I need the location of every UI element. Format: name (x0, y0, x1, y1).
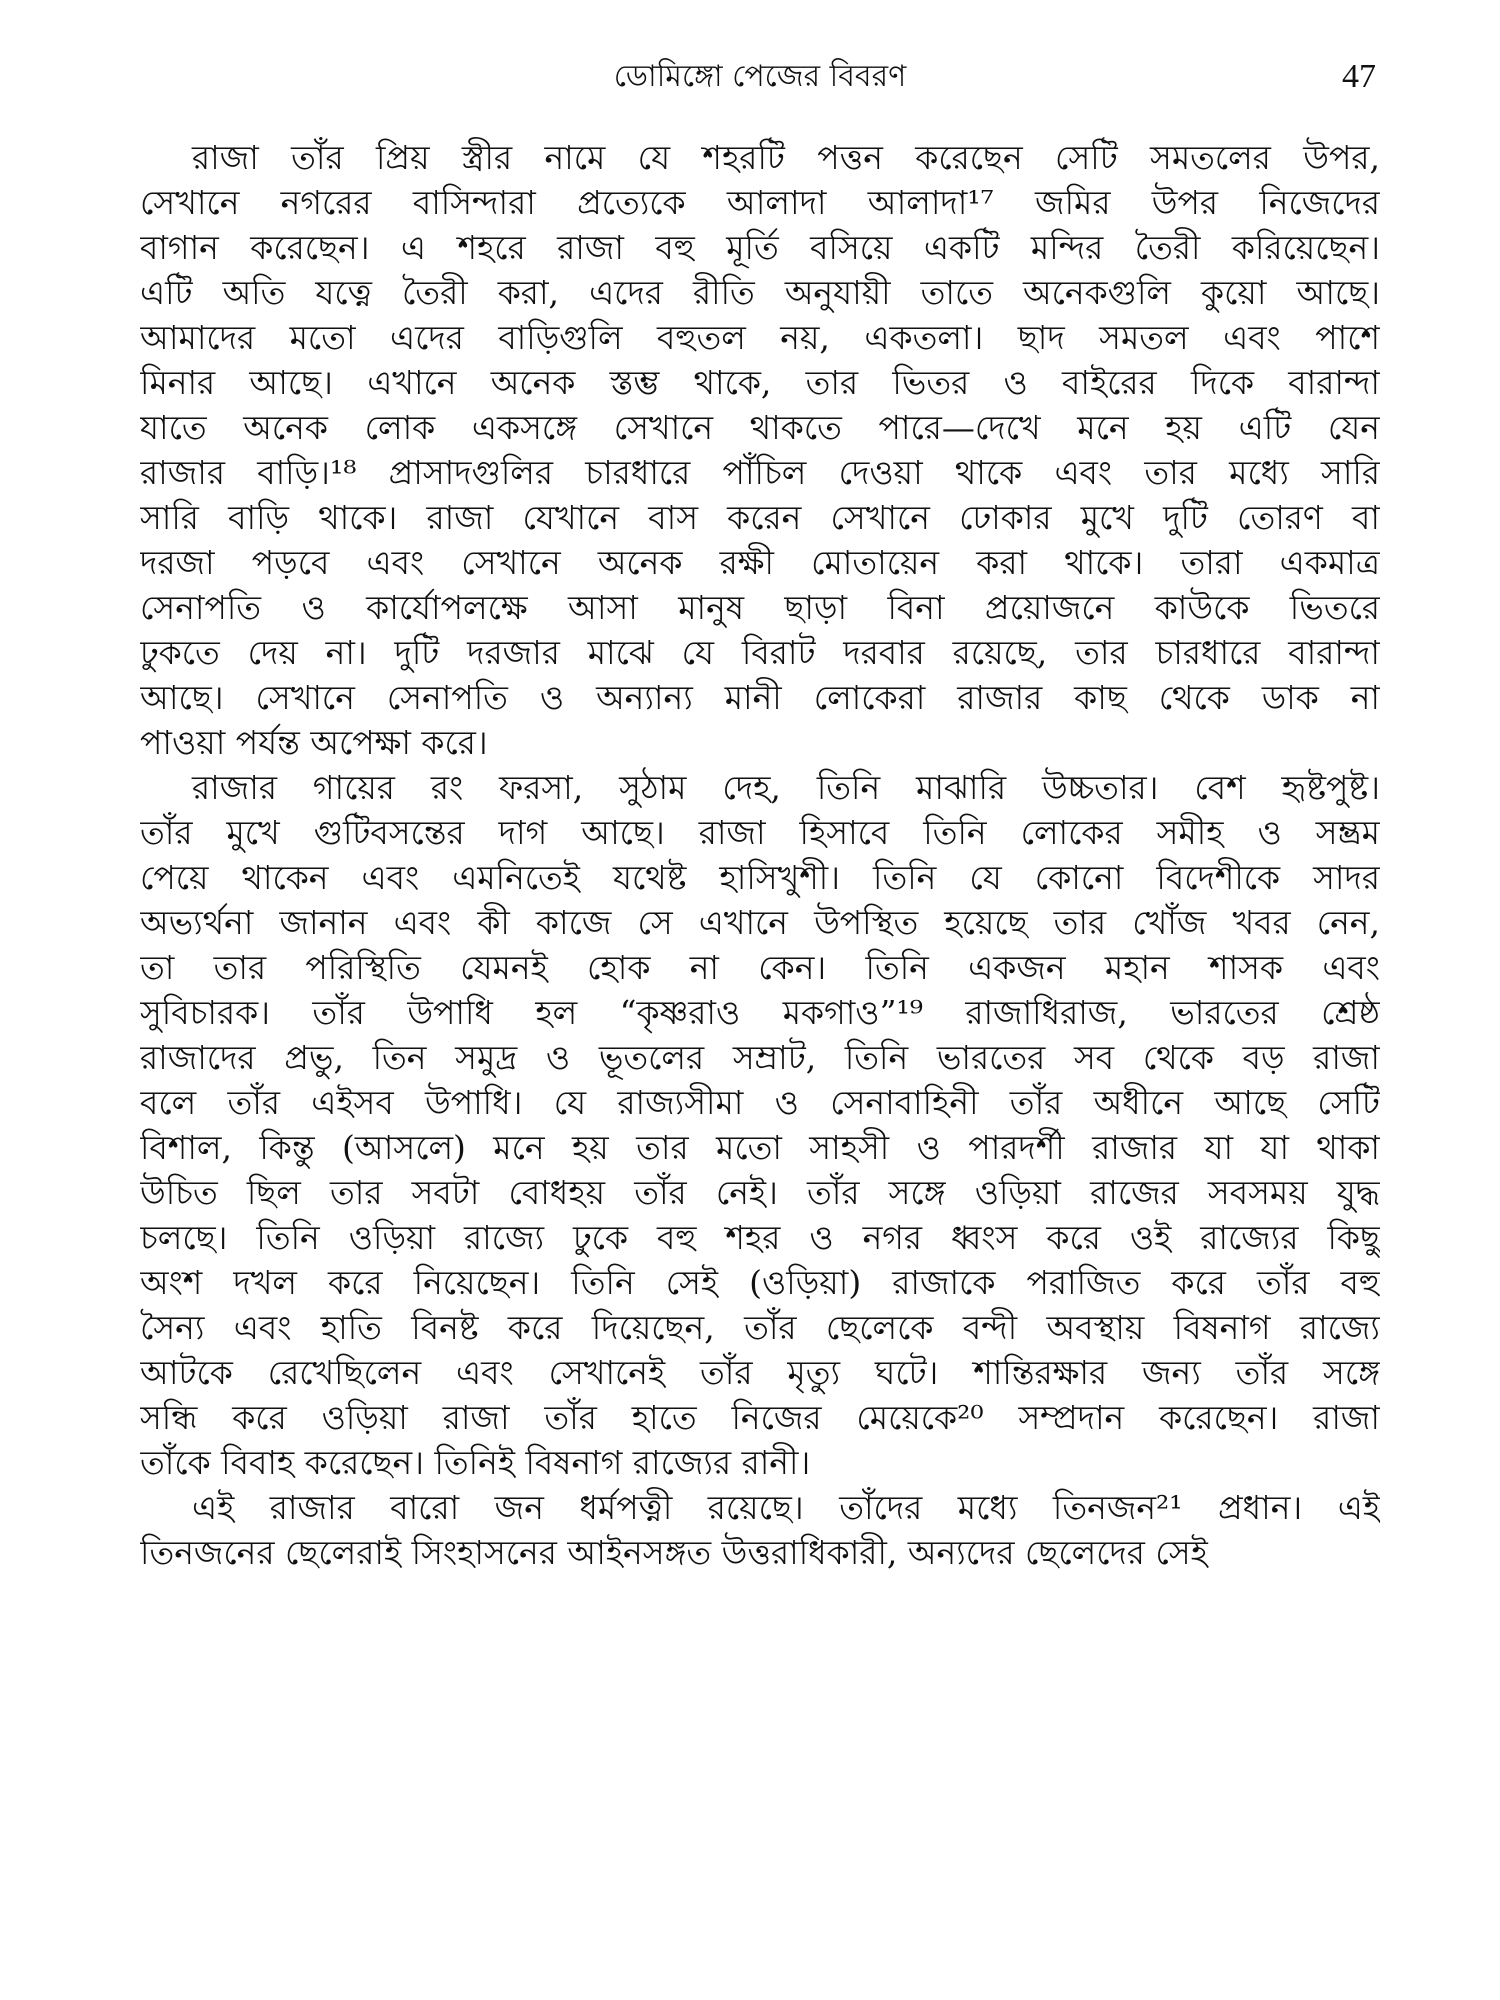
text-line: অংশ দখল করে নিয়েছেন। তিনি সেই (ওড়িয়া) রাজাকে পরাজিত করে তাঁর বহু (140, 1263, 1380, 1302)
text-line: সুবিচারক। তাঁর উপাধি হল “কৃষ্ণরাও মকগাও”¹⁹ রাজাধিরাজ, ভারতের শ্রেষ্ঠ (140, 993, 1380, 1032)
text-line: বিশাল, কিন্তু (আসলে) মনে হয় তার মতো সাহসী ও পারদর্শী রাজার যা যা থাকা (140, 1128, 1380, 1167)
text-line: পাওয়া পর্যন্ত অপেক্ষা করে। (140, 723, 488, 762)
text-line: বাগান করেছেন। এ শহরে রাজা বহু মূর্তি বসিয়ে একটি মন্দির তৈরী করিয়েছেন। (140, 228, 1380, 267)
text-line: এই রাজার বারো জন ধর্মপত্নী রয়েছে। তাঁদের মধ্যে তিনজন²¹ প্রধান। এই (192, 1488, 1380, 1527)
text-line: সারি বাড়ি থাকে। রাজা যেখানে বাস করেন সেখানে ঢোকার মুখে দুটি তোরণ বা (140, 498, 1380, 537)
page-number: 47 (1342, 58, 1376, 95)
text-line: তাঁকে বিবাহ করেছেন। তিনিই বিষনাগ রাজ্যের রানী। (140, 1443, 811, 1482)
text-line: রাজার গায়ের রং ফরসা, সুঠাম দেহ, তিনি মাঝারি উচ্চতার। বেশ হৃষ্টপুষ্ট। (192, 768, 1380, 807)
text-line: সৈন্য এবং হাতি বিনষ্ট করে দিয়েছেন, তাঁর ছেলেকে বন্দী অবস্থায় বিষনাগ রাজ্যে (140, 1308, 1380, 1347)
text-line: উচিত ছিল তার সবটা বোধহয় তাঁর নেই। তাঁর সঙ্গে ওড়িয়া রাজের সবসময় যুদ্ধ (140, 1173, 1380, 1212)
text-line: দরজা পড়বে এবং সেখানে অনেক রক্ষী মোতায়েন করা থাকে। তারা একমাত্র (140, 543, 1380, 582)
text-line: সেনাপতি ও কার্যোপলক্ষে আসা মানুষ ছাড়া বিনা প্রয়োজনে কাউকে ভিতরে (140, 588, 1380, 627)
text-line: তা তার পরিস্থিতি যেমনই হোক না কেন। তিনি একজন মহান শাসক এবং (140, 948, 1380, 987)
text-line: রাজাদের প্রভু, তিন সমুদ্র ও ভূতলের সম্রাট, তিনি ভারতের সব থেকে বড় রাজা (140, 1038, 1380, 1077)
text-line: সেখানে নগরের বাসিন্দারা প্রত্যেকে আলাদা আলাদা¹⁷ জমির উপর নিজেদের (140, 183, 1380, 222)
text-line: চলছে। তিনি ওড়িয়া রাজ্যে ঢুকে বহু শহর ও নগর ধ্বংস করে ওই রাজ্যের কিছু (140, 1218, 1380, 1257)
text-line: যাতে অনেক লোক একসঙ্গে সেখানে থাকতে পারে—দেখে মনে হয় এটি যেন (140, 408, 1380, 447)
body-text (140, 135, 1380, 1575)
running-title: ডোমিঙ্গো পেজের বিবরণ (613, 59, 907, 94)
text-line: রাজা তাঁর প্রিয় স্ত্রীর নামে যে শহরটি পত্তন করেছেন সেটি সমতলের উপর, (192, 138, 1380, 177)
text-line: অভ্যর্থনা জানান এবং কী কাজে সে এখানে উপস্থিত হয়েছে তার খোঁজ খবর নেন, (140, 903, 1380, 942)
running-header (140, 52, 1380, 102)
text-line: তিনজনের ছেলেরাই সিংহাসনের আইনসঙ্গত উত্তরাধিকারী, অন্যদের ছেলেদের সেই (140, 1533, 1208, 1572)
text-line: আটকে রেখেছিলেন এবং সেখানেই তাঁর মৃত্যু ঘটে। শান্তিরক্ষার জন্য তাঁর সঙ্গে (140, 1353, 1380, 1392)
text-line: মিনার আছে। এখানে অনেক স্তম্ভ থাকে, তার ভিতর ও বাইরের দিকে বারান্দা (140, 363, 1380, 402)
paragraph (140, 135, 1380, 765)
text-line: বলে তাঁর এইসব উপাধি। যে রাজ্যসীমা ও সেনাবাহিনী তাঁর অধীনে আছে সেটি (140, 1083, 1380, 1122)
paragraph (140, 765, 1380, 1485)
text-line: এটি অতি যত্নে তৈরী করা, এদের রীতি অনুযায়ী তাতে অনেকগুলি কুয়ো আছে। (140, 273, 1380, 312)
text-line: পেয়ে থাকেন এবং এমনিতেই যথেষ্ট হাসিখুশী। তিনি যে কোনো বিদেশীকে সাদর (140, 858, 1380, 897)
text-line: তাঁর মুখে গুটিবসন্তের দাগ আছে। রাজা হিসাবে তিনি লোকের সমীহ ও সম্ভ্রম (140, 813, 1380, 852)
paragraph (140, 1485, 1380, 1575)
text-line: আমাদের মতো এদের বাড়িগুলি বহুতল নয়, একতলা। ছাদ সমতল এবং পাশে (140, 318, 1380, 357)
text-line: রাজার বাড়ি।¹⁸ প্রাসাদগুলির চারধারে পাঁচিল দেওয়া থাকে এবং তার মধ্যে সারি (140, 453, 1380, 492)
text-line: ঢুকতে দেয় না। দুটি দরজার মাঝে যে বিরাট দরবার রয়েছে, তার চারধারে বারান্দা (140, 633, 1380, 672)
text-line: আছে। সেখানে সেনাপতি ও অন্যান্য মানী লোকেরা রাজার কাছ থেকে ডাক না (140, 678, 1380, 717)
text-line: সন্ধি করে ওড়িয়া রাজা তাঁর হাতে নিজের মেয়েকে²⁰ সম্প্রদান করেছেন। রাজা (140, 1398, 1380, 1437)
